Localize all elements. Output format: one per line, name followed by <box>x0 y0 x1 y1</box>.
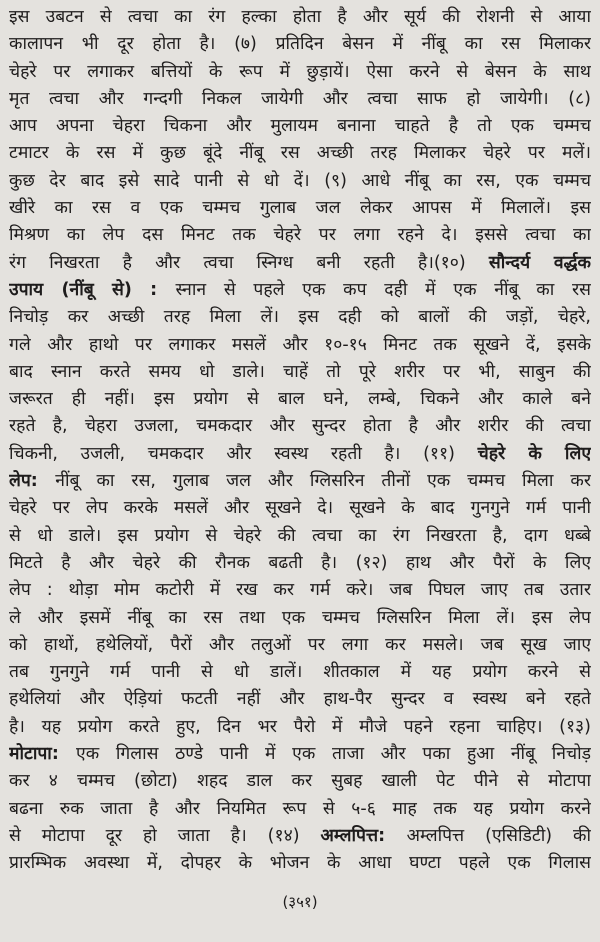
body-text: गले और हाथो पर लगाकर मसलें और १०-१५ मिनट तक सूखने दें, इसके <box>9 334 591 355</box>
body-text: जरूरत ही नहीं। इस प्रयोग से बाल घने, लम्बे, चिकने और काले बने <box>9 389 591 410</box>
text-line <box>9 632 591 659</box>
text-line <box>9 823 591 850</box>
body-text: एक गिलास ठण्डे पानी में एक ताजा और पका हुआ नींबू निचोड़ <box>76 744 591 765</box>
text-line <box>9 359 591 386</box>
body-text: तब गुनगुने गर्म पानी से धो डालें। शीतकाल में यह प्रयोग करने से <box>9 662 591 683</box>
text-line <box>9 714 591 741</box>
text-line <box>9 550 591 577</box>
text-line <box>9 605 591 632</box>
body-text: लेप : थोड़ा मोम कटोरी में रख कर गर्म करे। जब पिघल जाए तब उतार <box>9 580 591 601</box>
body-text: मिश्रण का लेप दस मिनट तक चेहरे पर लगा रहने दे। इससे त्वचा का <box>9 225 591 246</box>
body-text: बढना रुक जाता है और नियमित रूप से ५-६ माह तक यह प्रयोग करने <box>9 798 591 819</box>
text-line <box>9 850 591 877</box>
text-line <box>9 686 591 713</box>
text-line <box>9 468 591 495</box>
body-text: निचोड़ कर अच्छी तरह मिला लें। इस दही को बालों की जड़ों, चेहरे, <box>9 307 591 328</box>
text-line <box>9 796 591 823</box>
text-line <box>9 59 591 86</box>
bold-heading-text: उपाय (नींबू से) : <box>9 279 176 300</box>
body-text: ले और इसमें नींबू का रस तथा एक चम्मच ग्लिसरिन मिला लें। इस लेप <box>9 607 591 628</box>
text-line <box>9 304 591 331</box>
body-text: चिकनी, उजली, चमकदार और स्वस्थ रहती है। (११) <box>9 443 478 464</box>
body-text: कालापन भी दूर होता है। (७) प्रतिदिन बेसन में नींबू का रस मिलाकर <box>9 34 591 55</box>
body-text: रंग निखरता है और त्वचा स्निग्ध बनी रहती है।(१०) <box>9 252 489 273</box>
body-text: है। यह प्रयोग करते हुए, दिन भर पैरो में मौजे पहने रहना चाहिए। (१३) <box>9 716 591 737</box>
text-line <box>9 4 591 31</box>
bold-heading-text: चेहरे के लिए <box>477 443 591 464</box>
body-text: रहते है, चेहरा उजला, चमकदार और सुन्दर होता है और शरीर की त्वचा <box>9 416 591 437</box>
text-line <box>9 86 591 113</box>
body-text: कर ४ चम्मच (छोटा) शहद डाल कर सुबह खाली पेट पीने से मोटापा <box>9 771 591 792</box>
bold-heading-text: लेप: <box>9 471 56 492</box>
bold-heading-text: अम्लपित्त: <box>320 825 407 846</box>
page-number: (३५१) <box>282 893 318 911</box>
text-line <box>9 495 591 522</box>
body-text: मृत त्वचा और गन्दगी निकल जायेगी और त्वचा साफ हो जायेगी। (८) <box>9 88 591 109</box>
body-text: खीरे का रस व एक चम्मच गुलाब जल लेकर आपस में मिलालें। इस <box>9 198 591 219</box>
text-line <box>9 523 591 550</box>
body-text: को हाथों, हथेलियों, पैरों और तलुओं पर लगा कर मसले। जब सूख जाए <box>9 634 591 655</box>
body-text: आप अपना चेहरा चिकना और मुलायम बनाना चाहते है तो एक चम्मच <box>9 116 591 137</box>
text-line <box>9 168 591 195</box>
text-line <box>9 413 591 440</box>
body-text: नींबू का रस, गुलाब जल और ग्लिसरिन तीनों एक चम्मच मिला कर <box>55 471 591 492</box>
body-text: कुछ देर बाद इसे सादे पानी से धो दें। (९) आधे नींबू का रस, एक चम्मच <box>9 170 591 191</box>
bold-heading-text: सौन्दर्य वर्द्धक <box>488 252 591 273</box>
text-line <box>9 441 591 468</box>
body-text: प्रारम्भिक अवस्था में, दोपहर के भोजन के आधा घण्टा पहले एक गिलास <box>9 853 591 874</box>
body-text: हथेलियां और ऐड़ियां फटती नहीं और हाथ-पैर सुन्दर व स्वस्थ बने रहते <box>9 689 591 710</box>
text-line <box>9 140 591 167</box>
body-text: स्नान से पहले एक कप दही में एक नींबू का रस <box>175 279 591 300</box>
body-text: से धो डाले। इस प्रयोग से चेहरे की त्वचा का रंग निखरता है, दाग धब्बे <box>9 525 591 546</box>
text-line <box>9 31 591 58</box>
body-text: अम्लपित्त (एसिडिटी) की <box>406 825 591 846</box>
body-text: चेहरे पर लेप करके मसलें और सूखने दे। सूखने के बाद गुनगुने गर्म पानी <box>9 498 591 519</box>
text-line <box>9 768 591 795</box>
text-line <box>9 113 591 140</box>
text-line <box>9 741 591 768</box>
body-text: मिटते है और चेहरे की रौनक बढती है। (१२) हाथ और पैरों के लिए <box>9 552 591 573</box>
bold-heading-text: मोटापा: <box>9 744 77 765</box>
text-line <box>9 222 591 249</box>
text-line <box>9 577 591 604</box>
body-text: चेहरे पर लगाकर बत्तियों के रूप में छुड़ायें। ऐसा करने से बेसन के साथ <box>9 61 591 82</box>
book-page-body-text <box>9 4 591 878</box>
text-line <box>9 659 591 686</box>
body-text: से मोटापा दूर हो जाता है। (१४) <box>9 825 321 846</box>
body-text: इस उबटन से त्वचा का रंग हल्का होता है और सूर्य की रोशनी से आया <box>9 7 591 27</box>
text-line <box>9 277 591 304</box>
text-line <box>9 250 591 277</box>
text-line <box>9 195 591 222</box>
body-text: टमाटर के रस में कुछ बूंदे नींबू रस अच्छी तरह मिलाकर चेहरे पर मलें। <box>9 143 591 164</box>
text-line <box>9 332 591 359</box>
body-text: बाद स्नान करते समय धो डाले। चाहें तो पूरे शरीर पर भी, साबुन की <box>9 361 591 382</box>
text-line <box>9 386 591 413</box>
